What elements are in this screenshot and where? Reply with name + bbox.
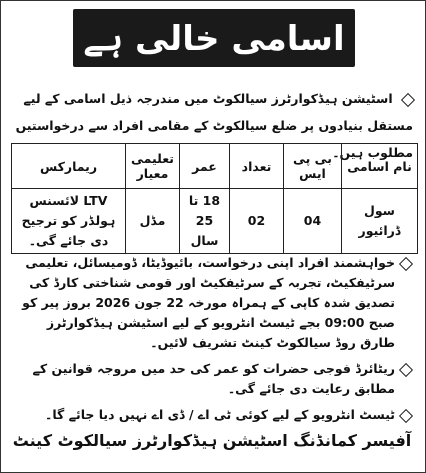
header-count: تعداد	[230, 144, 284, 189]
instruction-text: خواہشمند افراد اپنی درخواست، بائیوڈیٹا، ڈومیسائل، تعلیمی سرٹیفکیٹ، تجربہ کے سرٹیفکیٹ اور قومی شناختی کارڈ کی تصدیق شدہ کاپی کے ہمراہ مورخہ 22 جون 2026 بروز پیر کو صبح 09:00 بجے ٹیسٹ انٹرویو کے لیے اسٹیشن ہیڈکوارٹرز طارق روڈ سیالکوٹ کینٹ تشریف لائیں۔	[22, 255, 395, 350]
header-post-name: نام اسامی	[342, 144, 418, 189]
cell-age: 18 تا 25 سال	[180, 189, 230, 254]
list-item	[11, 405, 413, 425]
square-bullet-icon	[399, 409, 413, 423]
intro-text: اسٹیشن ہیڈکوارٹرز سیالکوٹ میں مندرجہ ذیل اسامی کے لیے مستقل بنیادوں پر ضلع سیالکوٹ کے مقامی افراد سے درخواستیں مطلوب ہیں۔	[15, 91, 413, 160]
instruction-text: ٹیسٹ انٹرویو کے لیے کوئی ٹی اے / ڈی اے نہیں دیا جائے گا۔	[45, 407, 395, 422]
cell-count: 02	[230, 189, 284, 254]
square-bullet-icon	[399, 257, 413, 271]
title-banner	[73, 9, 355, 67]
table-row	[12, 189, 418, 254]
vacancy-table	[11, 143, 418, 254]
cell-education: مڈل	[126, 189, 180, 254]
cell-bps: 04	[284, 189, 342, 254]
header-education: تعلیمی معیار	[126, 144, 180, 189]
header-age: عمر	[180, 144, 230, 189]
list-item	[11, 359, 413, 399]
header-remarks: ریمارکس	[12, 144, 126, 189]
page-title: اسامی خالی ہے	[83, 18, 345, 59]
square-bullet-icon	[399, 363, 413, 377]
instruction-text: ریٹائرڈ فوجی حضرات کو عمر کی حد میں مروجہ قوانین کے مطابق رعایت دی جائے گی۔	[32, 361, 395, 396]
table-header-row	[12, 144, 418, 189]
header-bps: بی پی ایس	[284, 144, 342, 189]
instructions-list	[11, 253, 413, 431]
cell-remarks: LTV لائسنس ہولڈر کو ترجیح دی جائے گی۔	[12, 189, 126, 254]
list-item	[11, 253, 413, 353]
issuing-authority: آفیسر کمانڈنگ اسٹیشن ہیڈکوارٹرز سیالکوٹ کینٹ	[12, 431, 412, 450]
square-bullet-icon	[401, 92, 415, 106]
cell-post-name: سول ڈرائیور	[342, 189, 418, 254]
